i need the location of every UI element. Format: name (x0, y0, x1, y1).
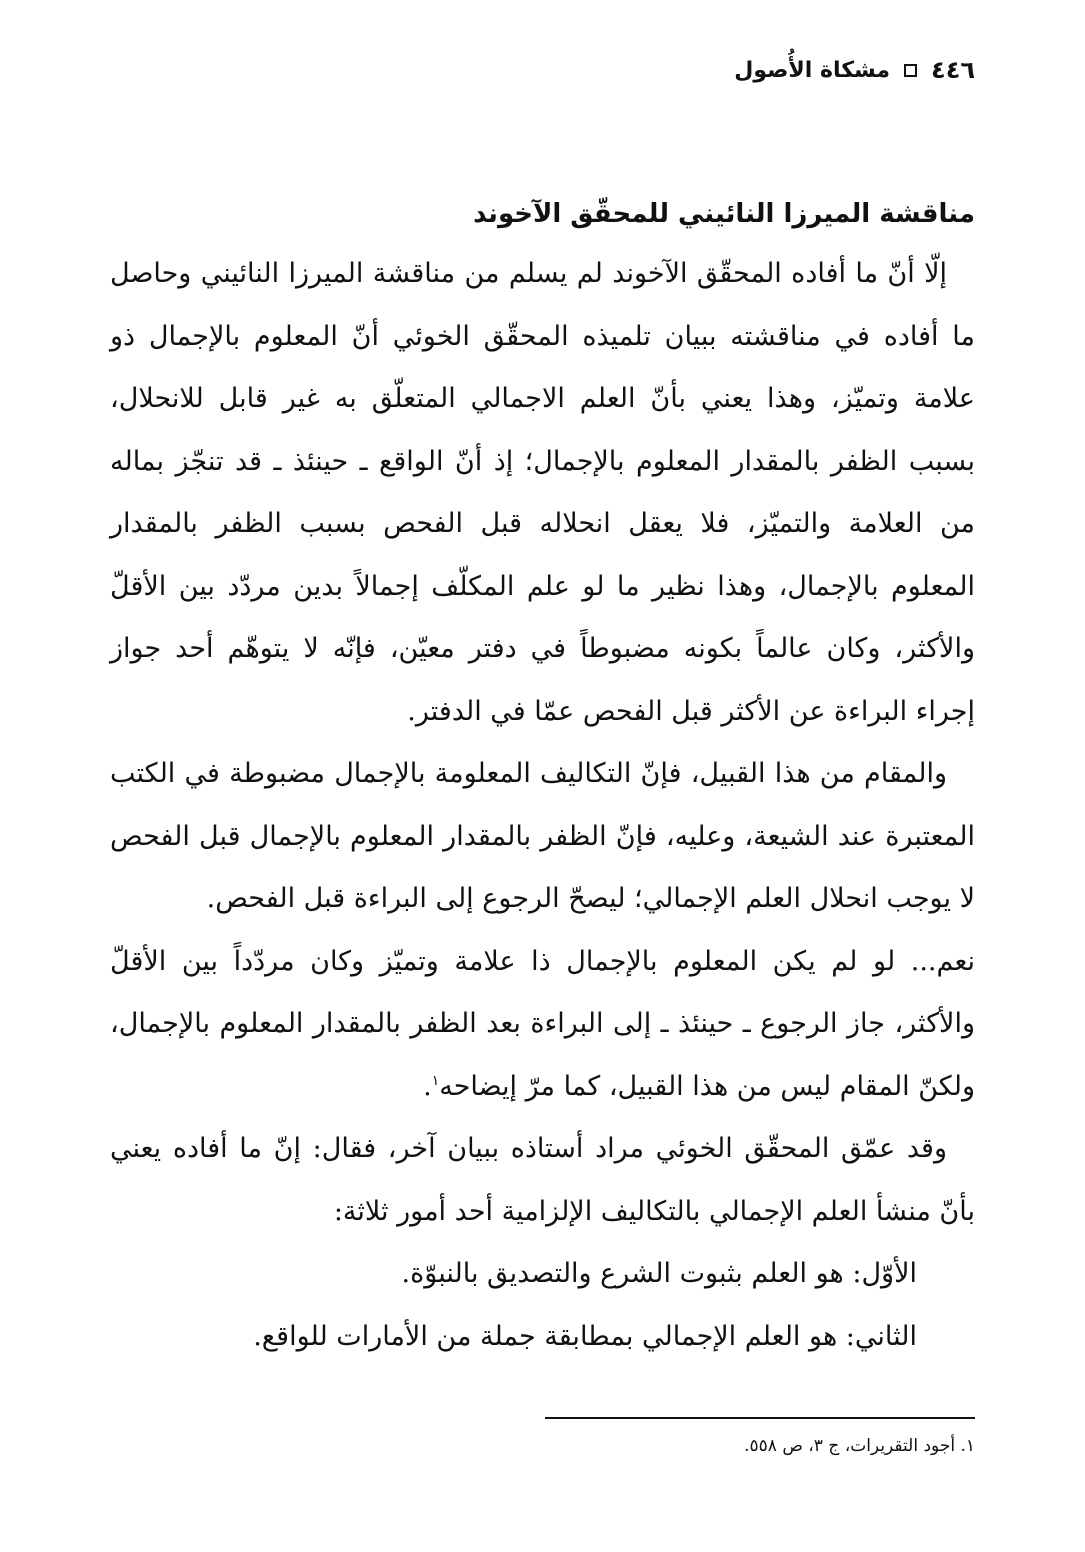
running-head (110, 50, 975, 90)
paragraph-3: نعم... لو لم يكن المعلوم بالإجمال ذا علامة وتميّز وكان مردّداً بين الأقلّ والأكثر، جاز الرجوع ـ حينئذ ـ إلى البراءة بعد الظفر بالمقدار المعلوم بالإجمال، ولكنّ المقام ليس من هذا القبيل، كما مرّ إيضاحه$^١$. (110, 945, 975, 1102)
footnote-ref[interactable]: ١ (431, 1072, 440, 1089)
list-item-first: الأوّل: هو العلم بثبوت الشرع والتصديق بالنبوّة. (401, 1258, 917, 1289)
paragraph-4: وقد عمّق المحقّق الخوئي مراد أستاذه ببيان آخر، فقال: إنّ ما أفاده يعني بأنّ منشأ العلم الإجمالي بالتكاليف الإلزامية أحد أمور ثلاثة: (110, 1133, 975, 1227)
section-title: مناقشة الميرزا النائيني للمحقّق الآخوند (473, 199, 975, 229)
list-item-second: الثاني: هو العلم الإجمالي بمطابقة جملة من الأمارات للواقع. (253, 1320, 917, 1352)
page-number: ٤٤٦ (931, 56, 975, 84)
paragraph-3-text: نعم... لو لم يكن المعلوم بالإجمال ذا علامة وتميّز وكان مردّداً بين الأقلّ والأكثر، جاز الرجوع ـ حينئذ ـ إلى البراءة بعد الظفر بالمقدار المعلوم بالإجمال، ولكنّ المقام ليس من هذا القبيل، كما مرّ إيضاحه (110, 945, 975, 1102)
footnote-divider (545, 1417, 975, 1419)
book-title: مشكاة الأُصول (734, 57, 891, 83)
square-separator-icon (904, 64, 917, 77)
page-body (110, 185, 975, 1368)
paragraph-2: والمقام من هذا القبيل، فإنّ التكاليف المعلومة بالإجمال مضبوطة في الكتب المعتبرة عند الشيعة، وعليه، فإنّ الظفر بالمقدار المعلوم بالإجمال قبل الفحص لا يوجب انحلال العلم الإجمالي؛ ليصحّ الرجوع إلى البراءة قبل الفحص. (110, 758, 975, 914)
footnote: ١. أجود التقريرات، ج ٣، ص ٥٥٨. (744, 1436, 975, 1456)
paragraph-1: إلّا أنّ ما أفاده المحقّق الآخوند لم يسلم من مناقشة الميرزا النائيني وحاصل ما أفاده في مناقشته ببيان تلميذه المحقّق الخوئي أنّ المعلوم بالإجمال ذو علامة وتميّز، وهذا يعني بأنّ العلم الاجمالي المتعلّق به غير قابل للانحلال، بسبب الظفر بالمقدار المعلوم بالإجمال؛ إذ أنّ الواقع ـ حينئذ ـ قد تنجّز بماله من العلامة والتميّز، فلا يعقل انحلاله قبل الفحص بسبب الظفر بالمقدار المعلوم بالإجمال، وهذا نظير ما لو علم المكلّف إجمالاً بدين مردّد بين الأقلّ والأكثر، وكان عالماً بكونه مضبوطاً في دفتر معيّن، فإنّه لا يتوهّم أحد جواز إجراء البراءة عن الأكثر قبل الفحص عمّا في الدفتر. (110, 258, 975, 727)
